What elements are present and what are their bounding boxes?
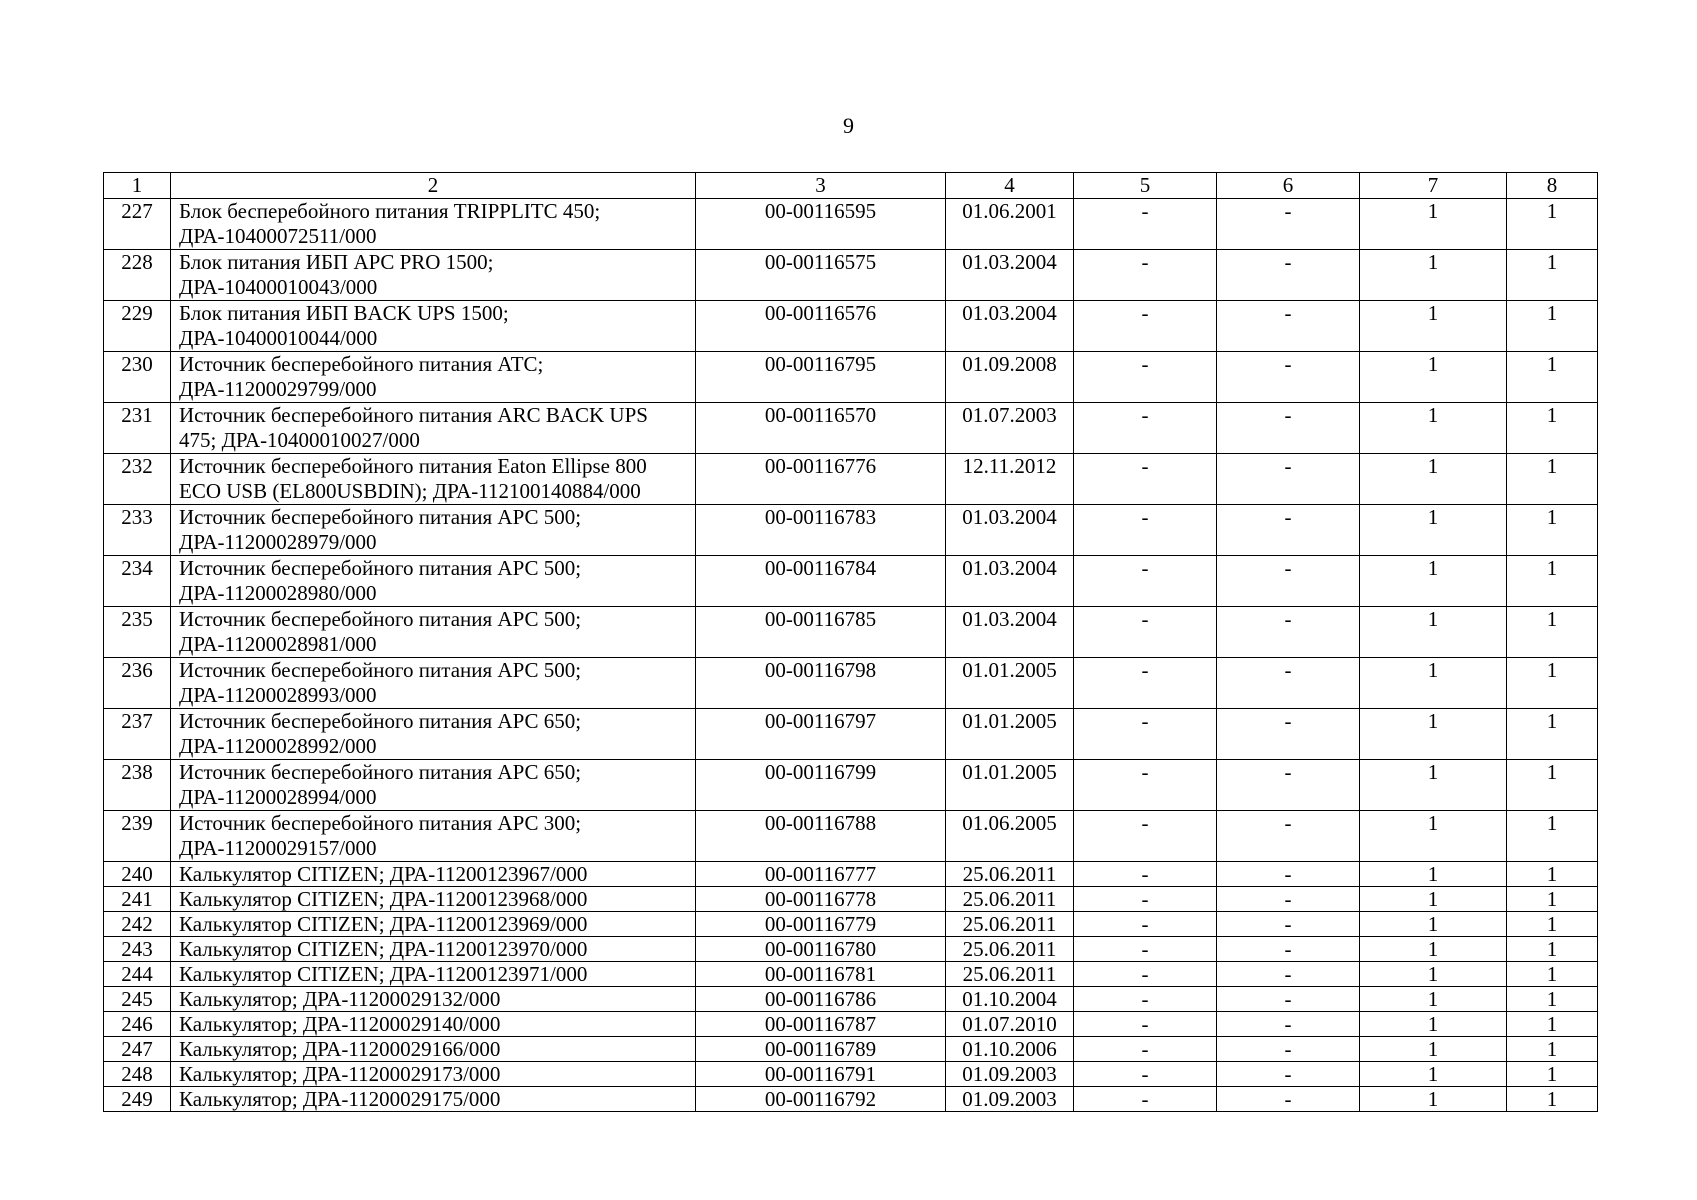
item-name-cell: Калькулятор; ДРА-11200029175/000 <box>171 1087 696 1112</box>
table-row <box>104 199 1598 250</box>
row-number-cell: 232 <box>104 454 171 505</box>
column-6-cell: - <box>1217 1037 1360 1062</box>
column-5-cell: - <box>1074 937 1217 962</box>
item-name-cell: Калькулятор CITIZEN; ДРА-11200123967/000 <box>171 862 696 887</box>
item-name-cell: Калькулятор CITIZEN; ДРА-11200123969/000 <box>171 912 696 937</box>
inventory-code-cell: 00-00116799 <box>696 760 946 811</box>
table-row <box>104 250 1598 301</box>
column-8-cell: 1 <box>1507 709 1598 760</box>
column-6-cell: - <box>1217 658 1360 709</box>
column-6-cell: - <box>1217 556 1360 607</box>
item-name-cell: Источник бесперебойного питания Eaton Ellipse 800 ECO USB (EL800USBDIN); ДРА-112100140884/000 <box>171 454 696 505</box>
row-number-cell: 229 <box>104 301 171 352</box>
inventory-code-cell: 00-00116781 <box>696 962 946 987</box>
date-cell: 01.03.2004 <box>946 607 1074 658</box>
date-cell: 01.06.2001 <box>946 199 1074 250</box>
column-8-cell: 1 <box>1507 658 1598 709</box>
row-number-cell: 247 <box>104 1037 171 1062</box>
column-5-cell: - <box>1074 607 1217 658</box>
column-8-cell: 1 <box>1507 250 1598 301</box>
column-7-cell: 1 <box>1360 1037 1507 1062</box>
item-name-cell: Источник бесперебойного питания АРС 500; ДРА-11200028980/000 <box>171 556 696 607</box>
row-number-cell: 240 <box>104 862 171 887</box>
table-row <box>104 505 1598 556</box>
table-row <box>104 760 1598 811</box>
column-8-cell: 1 <box>1507 1037 1598 1062</box>
date-cell: 01.07.2003 <box>946 403 1074 454</box>
column-7-cell: 1 <box>1360 811 1507 862</box>
column-6-cell: - <box>1217 709 1360 760</box>
table-row <box>104 1087 1598 1112</box>
item-name-cell: Источник бесперебойного питания АРС 650; ДРА-11200028992/000 <box>171 709 696 760</box>
column-8-cell: 1 <box>1507 301 1598 352</box>
column-8-cell: 1 <box>1507 937 1598 962</box>
item-name-cell: Источник бесперебойного питания АРС 500; ДРА-11200028981/000 <box>171 607 696 658</box>
row-number-cell: 248 <box>104 1062 171 1087</box>
item-name-cell: Источник бесперебойного питания АТС; ДРА-11200029799/000 <box>171 352 696 403</box>
column-6-cell: - <box>1217 811 1360 862</box>
table-row <box>104 556 1598 607</box>
column-5-cell: - <box>1074 1087 1217 1112</box>
date-cell: 25.06.2011 <box>946 862 1074 887</box>
item-name-cell: Источник бесперебойного питания АРС 650; ДРА-11200028994/000 <box>171 760 696 811</box>
date-cell: 01.10.2006 <box>946 1037 1074 1062</box>
table-row <box>104 607 1598 658</box>
inventory-code-cell: 00-00116575 <box>696 250 946 301</box>
column-7-cell: 1 <box>1360 658 1507 709</box>
date-cell: 01.09.2003 <box>946 1062 1074 1087</box>
date-cell: 25.06.2011 <box>946 937 1074 962</box>
column-7-cell: 1 <box>1360 987 1507 1012</box>
item-name-cell: Блок питания ИБП BACK UPS 1500; ДРА-10400010044/000 <box>171 301 696 352</box>
date-cell: 01.03.2004 <box>946 250 1074 301</box>
table-row <box>104 1012 1598 1037</box>
column-8-cell: 1 <box>1507 811 1598 862</box>
column-6-cell: - <box>1217 607 1360 658</box>
row-number-cell: 243 <box>104 937 171 962</box>
inventory-code-cell: 00-00116788 <box>696 811 946 862</box>
row-number-cell: 234 <box>104 556 171 607</box>
column-6-cell: - <box>1217 403 1360 454</box>
column-6-cell: - <box>1217 887 1360 912</box>
column-6-cell: - <box>1217 352 1360 403</box>
column-7-cell: 1 <box>1360 1062 1507 1087</box>
inventory-code-cell: 00-00116795 <box>696 352 946 403</box>
column-5-cell: - <box>1074 709 1217 760</box>
inventory-code-cell: 00-00116784 <box>696 556 946 607</box>
inventory-code-cell: 00-00116797 <box>696 709 946 760</box>
column-header: 3 <box>696 173 946 199</box>
column-5-cell: - <box>1074 301 1217 352</box>
row-number-cell: 235 <box>104 607 171 658</box>
item-name-cell: Источник бесперебойного питания АРС 500; ДРА-11200028993/000 <box>171 658 696 709</box>
inventory-code-cell: 00-00116576 <box>696 301 946 352</box>
column-7-cell: 1 <box>1360 962 1507 987</box>
date-cell: 01.01.2005 <box>946 658 1074 709</box>
column-8-cell: 1 <box>1507 987 1598 1012</box>
row-number-cell: 228 <box>104 250 171 301</box>
column-7-cell: 1 <box>1360 887 1507 912</box>
column-8-cell: 1 <box>1507 352 1598 403</box>
column-7-cell: 1 <box>1360 912 1507 937</box>
item-name-cell: Калькулятор CITIZEN; ДРА-11200123971/000 <box>171 962 696 987</box>
row-number-cell: 236 <box>104 658 171 709</box>
column-7-cell: 1 <box>1360 937 1507 962</box>
date-cell: 01.06.2005 <box>946 811 1074 862</box>
date-cell: 12.11.2012 <box>946 454 1074 505</box>
row-number-cell: 241 <box>104 887 171 912</box>
column-5-cell: - <box>1074 1062 1217 1087</box>
date-cell: 01.01.2005 <box>946 709 1074 760</box>
row-number-cell: 237 <box>104 709 171 760</box>
column-5-cell: - <box>1074 505 1217 556</box>
column-8-cell: 1 <box>1507 760 1598 811</box>
row-number-cell: 245 <box>104 987 171 1012</box>
table-row <box>104 454 1598 505</box>
inventory-code-cell: 00-00116777 <box>696 862 946 887</box>
date-cell: 01.01.2005 <box>946 760 1074 811</box>
column-5-cell: - <box>1074 987 1217 1012</box>
column-6-cell: - <box>1217 937 1360 962</box>
column-5-cell: - <box>1074 912 1217 937</box>
date-cell: 01.03.2004 <box>946 301 1074 352</box>
inventory-code-cell: 00-00116798 <box>696 658 946 709</box>
inventory-code-cell: 00-00116783 <box>696 505 946 556</box>
column-8-cell: 1 <box>1507 912 1598 937</box>
date-cell: 25.06.2011 <box>946 912 1074 937</box>
column-8-cell: 1 <box>1507 1087 1598 1112</box>
column-7-cell: 1 <box>1360 505 1507 556</box>
column-6-cell: - <box>1217 962 1360 987</box>
column-5-cell: - <box>1074 811 1217 862</box>
item-name-cell: Источник бесперебойного питания АРС 300; ДРА-11200029157/000 <box>171 811 696 862</box>
row-number-cell: 227 <box>104 199 171 250</box>
column-5-cell: - <box>1074 403 1217 454</box>
row-number-cell: 246 <box>104 1012 171 1037</box>
column-8-cell: 1 <box>1507 199 1598 250</box>
inventory-code-cell: 00-00116787 <box>696 1012 946 1037</box>
column-8-cell: 1 <box>1507 962 1598 987</box>
date-cell: 01.03.2004 <box>946 505 1074 556</box>
table-row <box>104 937 1598 962</box>
table-row <box>104 887 1598 912</box>
column-6-cell: - <box>1217 1012 1360 1037</box>
date-cell: 01.09.2003 <box>946 1087 1074 1112</box>
table-row <box>104 352 1598 403</box>
column-header: 2 <box>171 173 696 199</box>
column-6-cell: - <box>1217 199 1360 250</box>
column-5-cell: - <box>1074 1012 1217 1037</box>
inventory-code-cell: 00-00116785 <box>696 607 946 658</box>
column-8-cell: 1 <box>1507 556 1598 607</box>
column-5-cell: - <box>1074 862 1217 887</box>
column-header: 7 <box>1360 173 1507 199</box>
date-cell: 01.09.2008 <box>946 352 1074 403</box>
table-row <box>104 1037 1598 1062</box>
column-7-cell: 1 <box>1360 454 1507 505</box>
inventory-code-cell: 00-00116789 <box>696 1037 946 1062</box>
page-number: 9 <box>843 113 854 138</box>
inventory-table <box>103 172 1598 1112</box>
row-number-cell: 231 <box>104 403 171 454</box>
table-row <box>104 658 1598 709</box>
column-8-cell: 1 <box>1507 454 1598 505</box>
column-6-cell: - <box>1217 454 1360 505</box>
inventory-code-cell: 00-00116776 <box>696 454 946 505</box>
column-header: 6 <box>1217 173 1360 199</box>
row-number-cell: 238 <box>104 760 171 811</box>
table-row <box>104 987 1598 1012</box>
date-cell: 01.03.2004 <box>946 556 1074 607</box>
column-5-cell: - <box>1074 962 1217 987</box>
inventory-code-cell: 00-00116570 <box>696 403 946 454</box>
column-7-cell: 1 <box>1360 1012 1507 1037</box>
column-8-cell: 1 <box>1507 607 1598 658</box>
date-cell: 01.10.2004 <box>946 987 1074 1012</box>
column-7-cell: 1 <box>1360 607 1507 658</box>
column-5-cell: - <box>1074 454 1217 505</box>
table-row <box>104 301 1598 352</box>
table-row <box>104 912 1598 937</box>
column-8-cell: 1 <box>1507 1062 1598 1087</box>
table-row <box>104 709 1598 760</box>
column-header: 8 <box>1507 173 1598 199</box>
column-7-cell: 1 <box>1360 199 1507 250</box>
inventory-code-cell: 00-00116786 <box>696 987 946 1012</box>
table-row <box>104 962 1598 987</box>
column-header: 4 <box>946 173 1074 199</box>
column-5-cell: - <box>1074 887 1217 912</box>
column-6-cell: - <box>1217 1087 1360 1112</box>
column-7-cell: 1 <box>1360 352 1507 403</box>
column-5-cell: - <box>1074 556 1217 607</box>
table-body <box>104 199 1598 1112</box>
column-5-cell: - <box>1074 352 1217 403</box>
item-name-cell: Источник бесперебойного питания ARC BACK UPS 475; ДРА-10400010027/000 <box>171 403 696 454</box>
date-cell: 25.06.2011 <box>946 962 1074 987</box>
inventory-code-cell: 00-00116595 <box>696 199 946 250</box>
row-number-cell: 233 <box>104 505 171 556</box>
column-7-cell: 1 <box>1360 760 1507 811</box>
item-name-cell: Источник бесперебойного питания АРС 500; ДРА-11200028979/000 <box>171 505 696 556</box>
table-row <box>104 811 1598 862</box>
column-7-cell: 1 <box>1360 862 1507 887</box>
item-name-cell: Калькулятор; ДРА-11200029132/000 <box>171 987 696 1012</box>
column-6-cell: - <box>1217 862 1360 887</box>
column-header: 1 <box>104 173 171 199</box>
column-6-cell: - <box>1217 1062 1360 1087</box>
column-6-cell: - <box>1217 912 1360 937</box>
inventory-code-cell: 00-00116778 <box>696 887 946 912</box>
item-name-cell: Блок питания ИБП APC PRO 1500; ДРА-10400010043/000 <box>171 250 696 301</box>
table-row <box>104 403 1598 454</box>
column-5-cell: - <box>1074 250 1217 301</box>
column-7-cell: 1 <box>1360 1087 1507 1112</box>
column-8-cell: 1 <box>1507 887 1598 912</box>
item-name-cell: Калькулятор; ДРА-11200029166/000 <box>171 1037 696 1062</box>
column-8-cell: 1 <box>1507 862 1598 887</box>
column-header: 5 <box>1074 173 1217 199</box>
column-5-cell: - <box>1074 1037 1217 1062</box>
inventory-code-cell: 00-00116791 <box>696 1062 946 1087</box>
column-5-cell: - <box>1074 760 1217 811</box>
column-7-cell: 1 <box>1360 556 1507 607</box>
table-row <box>104 862 1598 887</box>
inventory-code-cell: 00-00116780 <box>696 937 946 962</box>
column-8-cell: 1 <box>1507 1012 1598 1037</box>
row-number-cell: 249 <box>104 1087 171 1112</box>
column-7-cell: 1 <box>1360 403 1507 454</box>
column-6-cell: - <box>1217 760 1360 811</box>
inventory-code-cell: 00-00116779 <box>696 912 946 937</box>
column-6-cell: - <box>1217 505 1360 556</box>
item-name-cell: Калькулятор CITIZEN; ДРА-11200123970/000 <box>171 937 696 962</box>
column-8-cell: 1 <box>1507 403 1598 454</box>
item-name-cell: Калькулятор CITIZEN; ДРА-11200123968/000 <box>171 887 696 912</box>
column-5-cell: - <box>1074 658 1217 709</box>
item-name-cell: Калькулятор; ДРА-11200029173/000 <box>171 1062 696 1087</box>
inventory-code-cell: 00-00116792 <box>696 1087 946 1112</box>
column-7-cell: 1 <box>1360 250 1507 301</box>
row-number-cell: 244 <box>104 962 171 987</box>
item-name-cell: Калькулятор; ДРА-11200029140/000 <box>171 1012 696 1037</box>
row-number-cell: 230 <box>104 352 171 403</box>
row-number-cell: 242 <box>104 912 171 937</box>
column-8-cell: 1 <box>1507 505 1598 556</box>
column-7-cell: 1 <box>1360 709 1507 760</box>
table-row <box>104 1062 1598 1087</box>
date-cell: 01.07.2010 <box>946 1012 1074 1037</box>
column-6-cell: - <box>1217 987 1360 1012</box>
column-7-cell: 1 <box>1360 301 1507 352</box>
date-cell: 25.06.2011 <box>946 887 1074 912</box>
header-row <box>104 173 1598 199</box>
column-5-cell: - <box>1074 199 1217 250</box>
item-name-cell: Блок бесперебойного питания TRIPPLITC 450; ДРА-10400072511/000 <box>171 199 696 250</box>
column-6-cell: - <box>1217 250 1360 301</box>
row-number-cell: 239 <box>104 811 171 862</box>
column-6-cell: - <box>1217 301 1360 352</box>
